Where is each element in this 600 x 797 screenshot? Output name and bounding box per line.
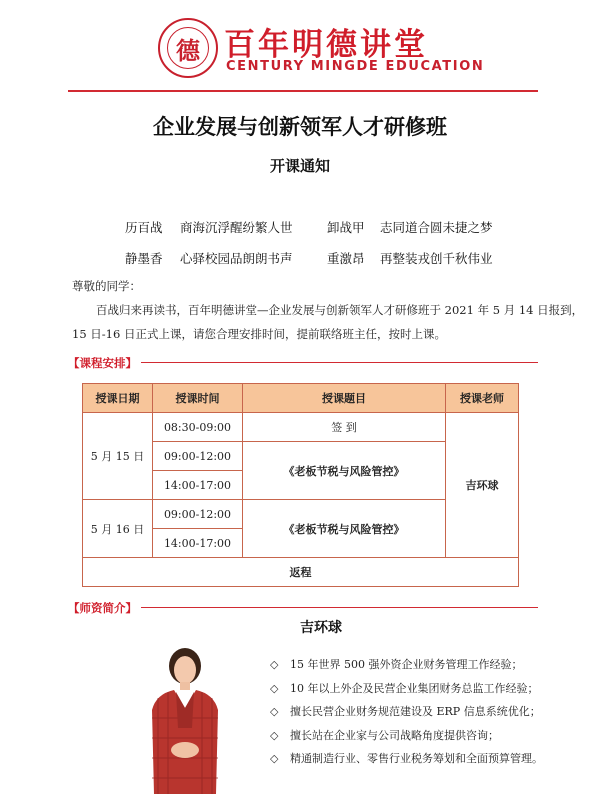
- col-header-date: 授课日期: [83, 384, 153, 413]
- brand-name-cn: 百年明德讲堂: [224, 27, 428, 63]
- day1-time-3: 14:00-17:00: [153, 471, 243, 500]
- list-item: [270, 680, 543, 704]
- diamond-bullet-icon: ◇: [270, 705, 279, 718]
- day1-checkin: 签 到: [243, 413, 446, 442]
- header-divider: [68, 90, 538, 92]
- teacher-cell: 吉环球: [446, 413, 519, 558]
- day2-time-1: 09:00-12:00: [153, 500, 243, 529]
- poem-line-2: 志同道合圆未捷之梦: [380, 220, 493, 235]
- poem-name-1: 历百战: [125, 220, 163, 235]
- diamond-bullet-icon: ◇: [270, 658, 279, 671]
- table-row: [83, 558, 519, 587]
- page-subtitle: 开课通知: [269, 157, 330, 175]
- poem-name-4: 重激昂: [327, 251, 365, 266]
- diamond-bullet-icon: ◇: [270, 752, 279, 765]
- bullet-text-2: 10 年以上外企及民营企业集团财务总监工作经验；: [290, 681, 539, 695]
- schedule-table: [82, 383, 519, 587]
- list-item: [270, 703, 543, 727]
- teacher-bullets: [270, 656, 543, 774]
- diamond-bullet-icon: ◇: [270, 728, 279, 742]
- body-line-1: 百战归来再读书，百年明德讲堂—企业发展与创新领军人才研修班于 2021 年 5 月 14 日报到，: [96, 303, 584, 317]
- poem-line-3: 心驿校园品朗朗书声: [180, 251, 293, 266]
- day2-topic: 《老板节税与风险管控》: [243, 500, 446, 558]
- teacher-name: 吉环球: [300, 620, 342, 636]
- page-title: 企业发展与创新领军人才研修班: [153, 114, 447, 139]
- body-line-2: 15 日-16 日正式上课，请您合理安排时间，提前联络班主任，按时上课。: [72, 327, 446, 341]
- day2-time-2: 14:00-17:00: [153, 529, 243, 558]
- col-header-time: 授课时间: [153, 384, 243, 413]
- day1-topic: 《老板节税与风险管控》: [243, 442, 446, 500]
- day1-time-2: 09:00-12:00: [153, 442, 243, 471]
- poem-name-3: 静墨香: [125, 251, 163, 266]
- poem-name-2: 卸战甲: [327, 220, 365, 235]
- teacher-section-label: 【师资简介】: [68, 600, 141, 616]
- diamond-bullet-icon: ◇: [270, 681, 279, 695]
- poem-line-1: 商海沉浮醒纷繁人世: [180, 220, 293, 235]
- bullet-text-5: 精通制造行业、零售行业税务筹划和全面预算管理。: [290, 752, 543, 765]
- logo-seal-char: 德: [167, 27, 209, 69]
- col-header-teacher: 授课老师: [446, 384, 519, 413]
- brand-name-en: CENTURY MINGDE EDUCATION: [226, 59, 485, 74]
- col-header-topic: 授课题目: [243, 384, 446, 413]
- teacher-photo: [148, 638, 222, 794]
- day2-date: 5 月 16 日: [83, 500, 153, 558]
- bullet-text-1: 15 年世界 500 强外资企业财务管理工作经验；: [290, 658, 523, 671]
- bullet-text-4: 擅长站在企业家与公司战略角度提供咨询；: [290, 728, 499, 742]
- table-row: [83, 413, 519, 442]
- day1-time-1: 08:30-09:00: [153, 413, 243, 442]
- list-item: [270, 750, 543, 774]
- schedule-section-label: 【课程安排】: [68, 355, 141, 371]
- list-item: [270, 656, 543, 680]
- bullet-text-3: 擅长民营企业财务规范建设及 ERP 信息系统优化；: [290, 705, 541, 718]
- poem-line-4: 再整装戎创千秋伟业: [380, 251, 493, 266]
- logo-seal: [158, 18, 218, 78]
- list-item: [270, 727, 543, 751]
- return-cell: 返程: [83, 558, 519, 587]
- schedule-header-row: [83, 384, 519, 413]
- greeting: 尊敬的同学：: [72, 279, 141, 293]
- day1-date: 5 月 15 日: [83, 413, 153, 500]
